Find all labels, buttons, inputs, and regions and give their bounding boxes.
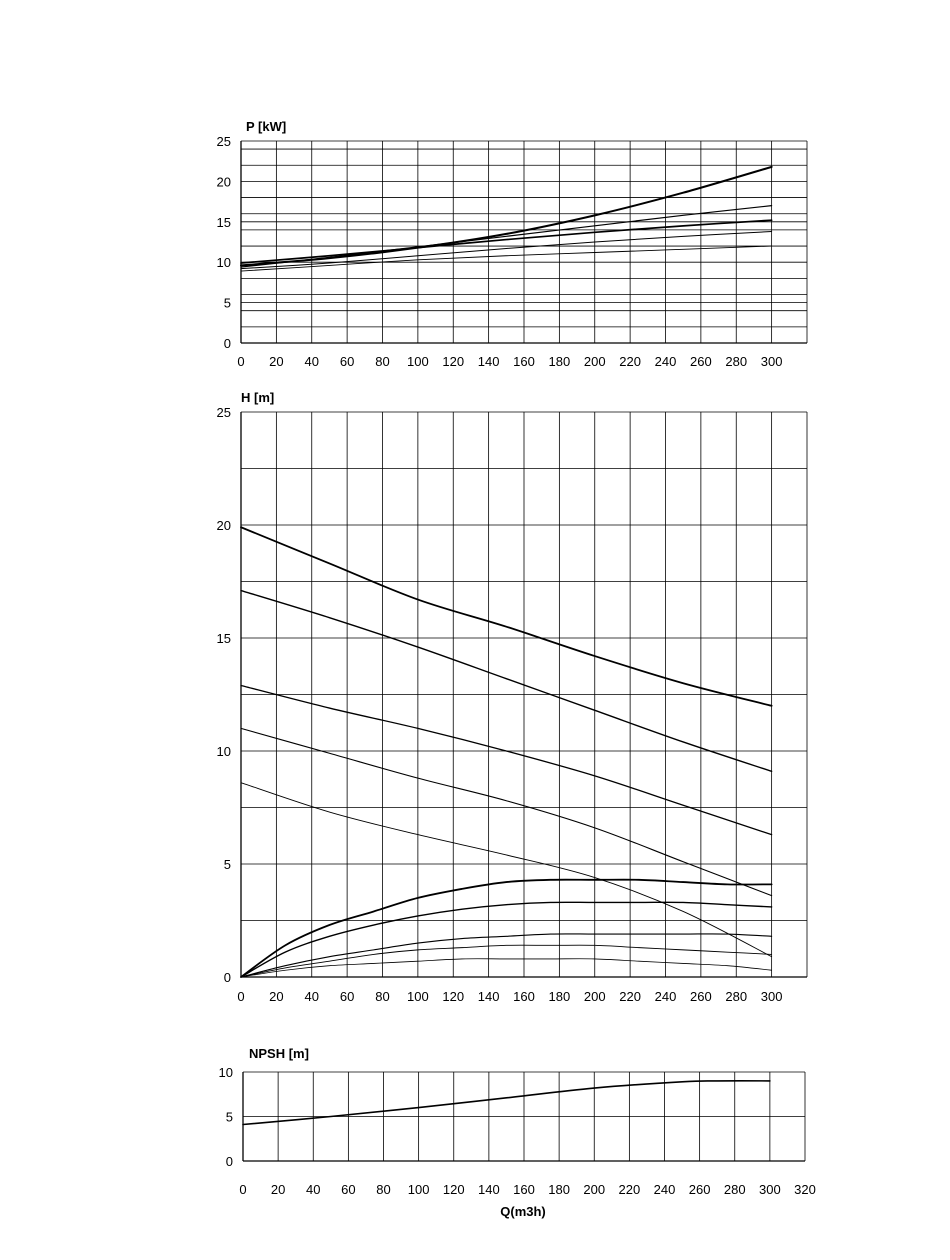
npsh-ytick-label: 5 [225, 1109, 233, 1125]
head-ytick-label: 0 [223, 970, 231, 985]
npsh-ylabel: NPSH [m] [249, 1046, 309, 1061]
power-curve-2 [241, 206, 772, 267]
npsh-xtick-label: 40 [306, 1182, 321, 1197]
power-ytick-label: 5 [223, 295, 231, 311]
npsh-xtick-label: 60 [341, 1182, 356, 1197]
power-xtick-label: 280 [725, 354, 748, 369]
head-xtick-label: 280 [725, 989, 748, 1004]
npsh-xtick-label: 320 [794, 1182, 816, 1197]
power-xtick-label: 140 [477, 354, 500, 369]
head-xtick-label: 180 [548, 989, 571, 1004]
head-ytick-label: 15 [216, 631, 231, 646]
head-curve-10 [241, 959, 772, 977]
head-xtick-label: 220 [619, 989, 641, 1004]
head-curve-9 [241, 945, 772, 977]
head-ytick-label: 10 [216, 744, 231, 759]
power-xtick-label: 60 [339, 354, 355, 369]
head-curve-3 [241, 685, 772, 834]
npsh-xtick-label: 200 [583, 1182, 606, 1197]
npsh-xticks [239, 1182, 815, 1197]
power-xtick-label: 300 [760, 354, 783, 369]
npsh-xtick-label: 0 [239, 1182, 247, 1197]
power-xtick-label: 20 [269, 354, 284, 369]
power-xtick-label: 100 [407, 354, 429, 369]
npsh-yticks [219, 1065, 233, 1169]
power-curve-4 [241, 232, 772, 269]
power-xtick-label: 240 [654, 354, 677, 369]
head-curve-8 [241, 934, 772, 977]
head-xtick-label: 120 [442, 989, 465, 1004]
npsh-xtick-label: 80 [376, 1182, 391, 1197]
npsh-xtick-label: 280 [723, 1182, 746, 1197]
power-xticks [237, 354, 782, 369]
npsh-curves [243, 1081, 770, 1125]
head-xtick-label: 200 [583, 989, 606, 1004]
head-curve-4 [241, 728, 772, 895]
npsh-xtick-label: 20 [270, 1182, 286, 1197]
power-xtick-label: 120 [442, 354, 465, 369]
power-xtick-label: 40 [304, 354, 319, 369]
head-grid [241, 412, 807, 977]
power-ytick-label: 15 [216, 214, 231, 230]
head-curve-7 [241, 902, 772, 977]
power-curves [241, 167, 772, 271]
power-ytick-label: 10 [216, 255, 231, 271]
head-chart [217, 390, 807, 1004]
head-xtick-label: 0 [237, 989, 245, 1004]
head-ytick-label: 5 [223, 857, 231, 872]
npsh-xtick-label: 220 [618, 1182, 641, 1197]
head-ytick-label: 20 [216, 518, 231, 533]
npsh-xtick-label: 260 [688, 1182, 711, 1197]
npsh-curve-1 [243, 1081, 770, 1125]
head-xtick-label: 260 [690, 989, 712, 1004]
power-yticks [217, 134, 231, 351]
head-xtick-label: 160 [513, 989, 535, 1004]
power-xtick-label: 200 [583, 354, 606, 369]
power-xtick-label: 180 [548, 354, 571, 369]
npsh-chart [219, 1046, 816, 1219]
head-curves [241, 527, 772, 977]
head-xtick-label: 80 [375, 989, 390, 1004]
npsh-ytick-label: 10 [218, 1065, 233, 1080]
head-xtick-label: 60 [339, 989, 355, 1004]
npsh-xtick-label: 120 [442, 1182, 465, 1197]
head-xtick-label: 100 [407, 989, 429, 1004]
head-yticks [217, 405, 231, 985]
npsh-ytick-label: 0 [225, 1154, 233, 1169]
npsh-xtick-label: 300 [759, 1182, 781, 1197]
power-chart [217, 119, 807, 369]
power-ylabel: P [kW] [246, 119, 287, 134]
power-ytick-label: 25 [216, 134, 231, 149]
power-xtick-label: 80 [375, 354, 390, 369]
power-ytick-label: 0 [223, 336, 231, 351]
head-curve-2 [241, 591, 772, 772]
power-ytick-label: 20 [216, 174, 231, 190]
npsh-xtick-label: 240 [653, 1182, 676, 1197]
power-curve-3 [241, 220, 772, 263]
power-xtick-label: 220 [619, 354, 641, 369]
head-xtick-label: 40 [304, 989, 319, 1004]
power-xtick-label: 0 [237, 354, 245, 369]
head-xticks [237, 989, 782, 1004]
npsh-xtick-label: 100 [407, 1182, 430, 1197]
npsh-xlabel: Q(m3h) [500, 1204, 546, 1219]
head-xtick-label: 140 [477, 989, 500, 1004]
head-xtick-label: 300 [760, 989, 783, 1004]
head-xtick-label: 20 [269, 989, 284, 1004]
head-ylabel: H [m] [241, 390, 275, 405]
power-xtick-label: 160 [513, 354, 535, 369]
npsh-xtick-label: 160 [513, 1182, 535, 1197]
power-xtick-label: 260 [690, 354, 712, 369]
npsh-xtick-label: 140 [478, 1182, 500, 1197]
npsh-xtick-label: 180 [548, 1182, 570, 1197]
power-grid [241, 141, 807, 343]
head-xtick-label: 240 [654, 989, 677, 1004]
head-ytick-label: 25 [216, 405, 231, 420]
